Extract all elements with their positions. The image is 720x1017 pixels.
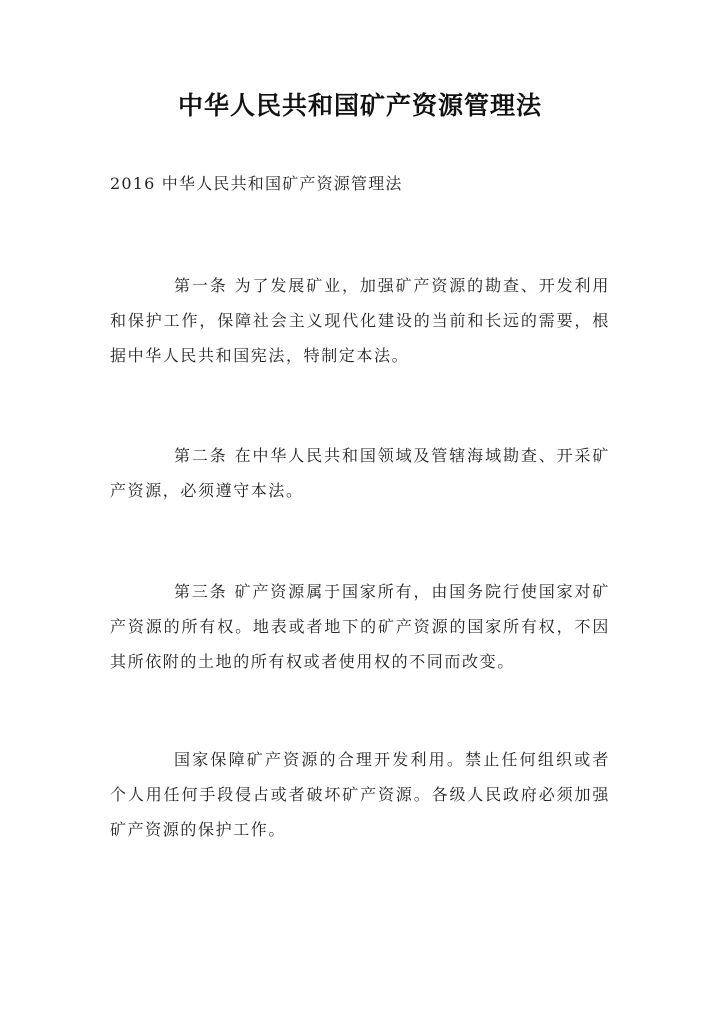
article-2-paragraph: 第二条 在中华人民共和国领域及管辖海域勘查、开采矿产资源，必须遵守本法。 — [110, 446, 610, 500]
article-3-paragraph: 第三条 矿产资源属于国家所有，由国务院行使国家对矿产资源的所有权。地表或者地下的矿产资源的国家所有权，不因其所依附的土地的所有权或者使用权的不同而改变。 — [110, 582, 610, 671]
document-subtitle: 2016 中华人民共和国矿产资源管理法 — [110, 174, 403, 193]
page-title: 中华人民共和国矿产资源管理法 — [177, 91, 542, 120]
article-1-paragraph: 第一条 为了发展矿业，加强矿产资源的勘查、开发利用和保护工作，保障社会主义现代化建设的当前和长远的需要，根据中华人民共和国宪法，特制定本法。 — [110, 276, 610, 365]
protection-paragraph: 国家保障矿产资源的合理开发利用。禁止任何组织或者个人用任何手段侵占或者破坏矿产资源。各级人民政府必须加强矿产资源的保护工作。 — [110, 750, 610, 839]
